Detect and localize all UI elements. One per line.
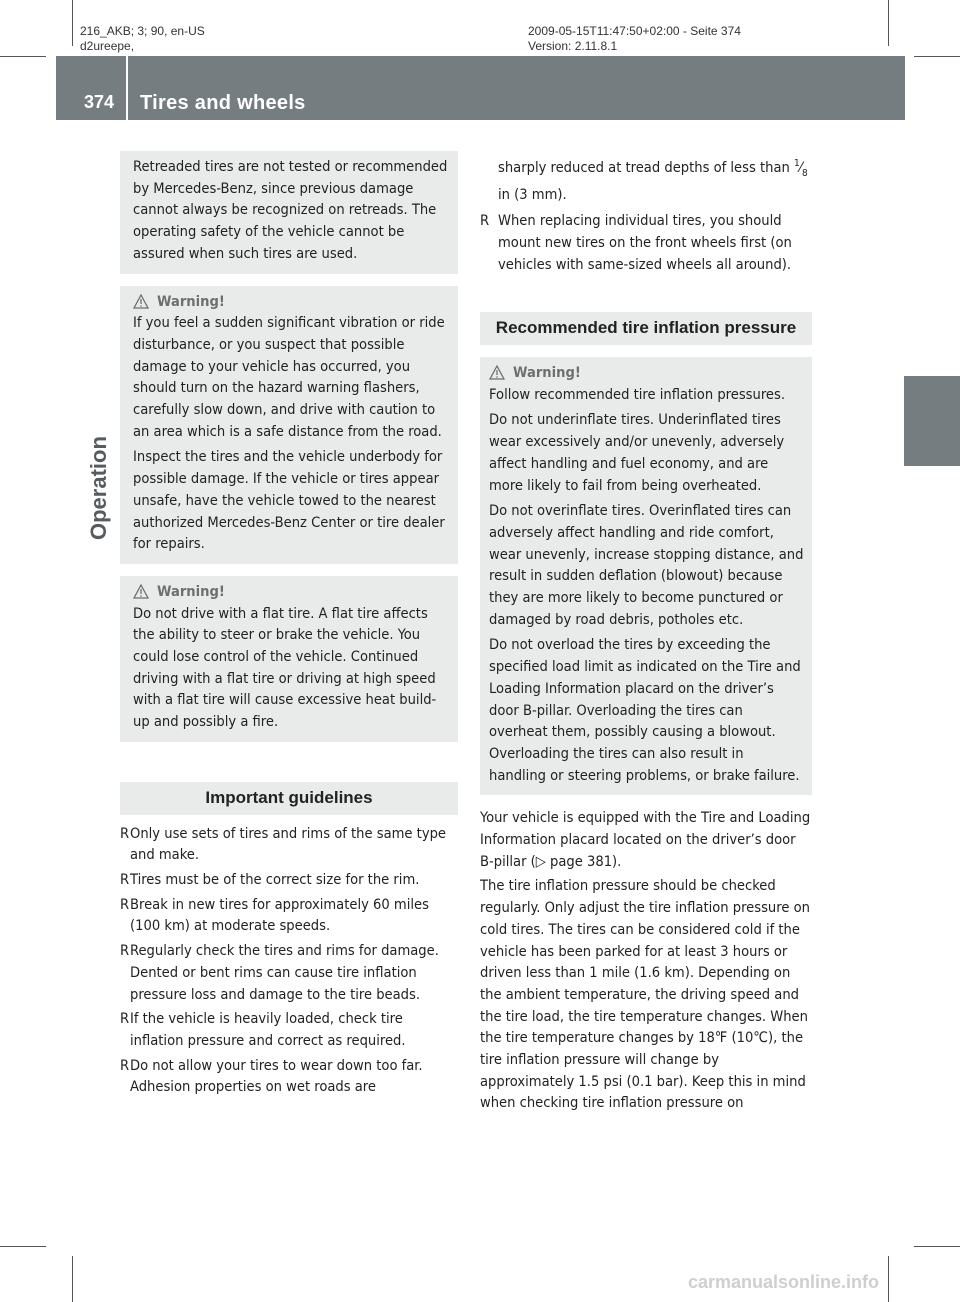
print-meta-job: 216_AKB; 3; 90, en-US bbox=[80, 24, 205, 38]
side-section-label-text: Operation bbox=[86, 436, 111, 540]
print-meta-right bbox=[528, 24, 741, 54]
page-number: 374 bbox=[84, 92, 115, 112]
guidelines-list-continued bbox=[480, 153, 812, 275]
right-column bbox=[480, 153, 812, 1117]
list-item: R Only use sets of tires and rims of the same type and make. bbox=[120, 824, 447, 864]
warning-triangle-icon bbox=[133, 294, 149, 309]
list-item: R When replacing individual tires, you should mount new tires on the front wheels first (on vehicles with same-sized wheels all around). bbox=[480, 212, 792, 273]
warning-triangle-icon bbox=[133, 584, 149, 599]
header-divider bbox=[126, 56, 128, 120]
warning-text: Do not overload the tires by exceeding the specified load limit as indicated on the Tire and Loading Information placard on the driver’s door B-pillar. Overloading the tires can overheat them, possibly causing a blowout. Overloading the tires can also result in handling or steering problems, or brake failure. bbox=[489, 636, 801, 784]
warning-title: Warning! bbox=[157, 292, 225, 310]
warning-text: Do not underinflate tires. Underinflated tires wear excessively and/or unevenly, adversely affect handling and fuel economy, and are more likely to fail from being overheated. bbox=[489, 411, 785, 494]
left-column bbox=[120, 151, 458, 1101]
print-meta-file: d2ureepe, bbox=[80, 39, 135, 53]
list-item-continued: sharply reduced at tread depths of less than $^1⁄_8$ in (3 mm). bbox=[498, 158, 808, 204]
warning-title: Warning! bbox=[157, 582, 225, 600]
section-heading-pressure: Recommended tire inflation pressure bbox=[480, 312, 812, 345]
warning-title: Warning! bbox=[513, 363, 581, 381]
crop-mark bbox=[72, 1256, 73, 1302]
crop-mark bbox=[72, 0, 73, 46]
watermark: carmanualsonline.info bbox=[688, 1272, 880, 1292]
crop-mark bbox=[888, 0, 889, 46]
print-meta-version: Version: 2.11.8.1 bbox=[528, 39, 618, 53]
list-item: R Regularly check the tires and rims for damage. Dented or bent rims can cause tire inflation pressure loss and damage to the tire beads. bbox=[120, 942, 439, 1003]
list-item: R Break in new tires for approximately 60 miles (100 km) at moderate speeds. bbox=[120, 895, 429, 935]
list-item: R Tires must be of the correct size for the rim. bbox=[120, 870, 420, 888]
print-meta-left bbox=[80, 24, 205, 54]
body-paragraph: Your vehicle is equipped with the Tire and Loading Information placard located on the driver’s door B-pillar (▷ page 381). bbox=[480, 809, 811, 870]
warning-box-vibration bbox=[120, 286, 458, 564]
crop-mark bbox=[888, 1256, 889, 1302]
warning-text: If you feel a sudden significant vibration or ride disturbance, or you suspect that possible damage to your vehicle has occurred, you should turn on the hazard warning flashers, carefully slow down, and drive with caution to an area which is a safe distance from the road. bbox=[133, 314, 445, 440]
warning-text: Do not overinflate tires. Overinflated tires can adversely affect handling and ride comfort, wear unevenly, increase stopping distance, and result in sudden deflation (blowout) because they are more likely to become punctured or damaged by road debris, potholes etc. bbox=[489, 502, 804, 628]
side-tab-block bbox=[904, 376, 960, 466]
warning-triangle-icon bbox=[489, 365, 505, 380]
guidelines-list bbox=[120, 823, 458, 1098]
crop-mark bbox=[0, 56, 46, 57]
warning-text: Follow recommended tire inflation pressures. bbox=[489, 385, 785, 403]
crop-mark bbox=[0, 1246, 46, 1247]
list-item: R If the vehicle is heavily loaded, check tire inflation pressure and correct as required. bbox=[120, 1010, 406, 1049]
warning-box-flat-tire bbox=[120, 576, 458, 742]
warning-box-inflation bbox=[480, 357, 812, 795]
warning-heading bbox=[489, 362, 804, 384]
warning-heading bbox=[133, 291, 450, 313]
side-tab bbox=[904, 56, 960, 1256]
list-item: R Do not allow your tires to wear down too far. Adhesion properties on wet roads are bbox=[120, 1056, 423, 1096]
warning-heading bbox=[133, 581, 450, 603]
print-meta-timestamp: 2009-05-15T11:47:50+02:00 - Seite 374 bbox=[528, 24, 741, 38]
warning-text: Inspect the tires and the vehicle underbody for possible damage. If the vehicle or tires appear unsafe, have the vehicle towed to the nearest authorized Mercedes-Benz Center or tire dealer for repairs. bbox=[133, 448, 445, 553]
page-title: Tires and wheels bbox=[140, 92, 306, 114]
retread-notice-box bbox=[120, 151, 458, 274]
retread-notice-text: Retreaded tires are not tested or recommended by Mercedes-Benz, since previous damage cannot always be recognized on retreads. The operating safety of the vehicle cannot be assured when such tires are used. bbox=[133, 158, 448, 262]
warning-text: Do not drive with a flat tire. A flat tire affects the ability to steer or brake the vehicle. You could lose control of the vehicle. Continued driving with a flat tire or driving at high speed with a flat tire will cause excessive heat build-up and possibly a fire. bbox=[133, 604, 437, 731]
body-paragraph: The tire inflation pressure should be checked regularly. Only adjust the tire inflation pressure on cold tires. The tires can be considered cold if the vehicle has been parked for at least 3 hours or driven less than 1 mile (1.6 km). Depending on the ambient temperature, the driving speed and the tire load, the tire temperature changes. When the tire temperature changes by 18℉ (10℃), the tire inflation pressure will change by approximately 1.5 psi (0.1 bar). Keep this in mind when checking tire inflation pressure on bbox=[480, 877, 810, 1112]
section-heading-guidelines: Important guidelines bbox=[120, 782, 458, 815]
